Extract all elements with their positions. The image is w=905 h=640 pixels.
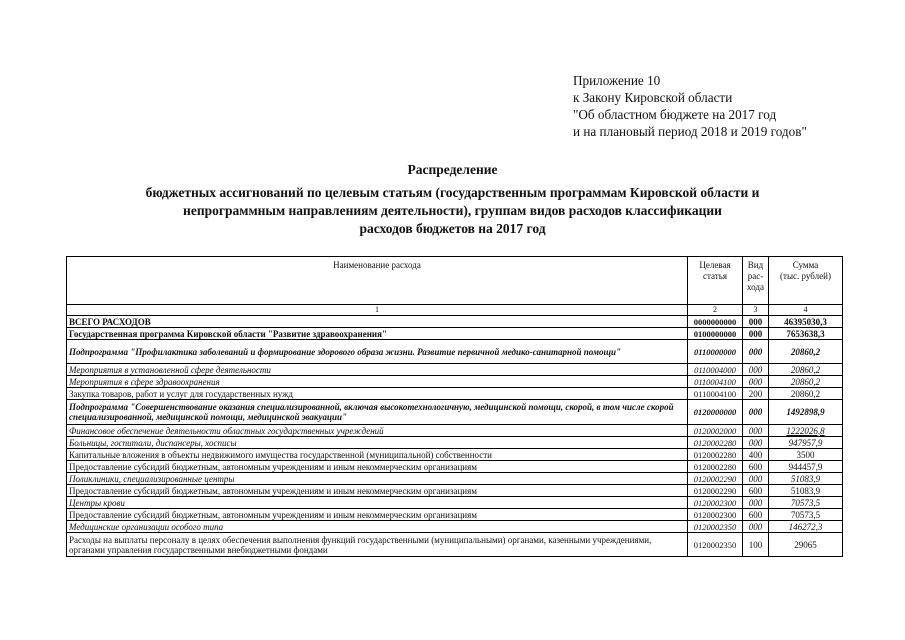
row-code: 0120002300 bbox=[688, 497, 743, 509]
row-kind: 600 bbox=[743, 509, 769, 521]
row-sum: 51083,9 bbox=[769, 485, 843, 497]
table-row bbox=[67, 485, 843, 497]
row-name: Больницы, госпитали, диспансеры, хосписы bbox=[67, 437, 688, 449]
table-row bbox=[67, 376, 843, 388]
row-code: 0120002000 bbox=[688, 425, 743, 437]
appendix-line-1: Приложение 10 bbox=[573, 73, 661, 88]
column-number: 4 bbox=[769, 305, 843, 316]
appendix-line-2: к Закону Кировской области bbox=[573, 90, 733, 105]
row-sum: 46395030,3 bbox=[769, 316, 843, 328]
table-row bbox=[67, 364, 843, 376]
row-name: ВСЕГО РАСХОДОВ bbox=[67, 316, 688, 328]
row-kind: 000 bbox=[743, 497, 769, 509]
row-sum: 51083,9 bbox=[769, 473, 843, 485]
table-header-row bbox=[67, 257, 843, 305]
table-row bbox=[67, 425, 843, 437]
table-row bbox=[67, 316, 843, 328]
row-code: 0120002290 bbox=[688, 473, 743, 485]
table-row bbox=[67, 521, 843, 533]
row-code: 0000000000 bbox=[688, 316, 743, 328]
row-name: Поликлиники, специализированные центры bbox=[67, 473, 688, 485]
row-code: 0100000000 bbox=[688, 328, 743, 340]
row-kind: 200 bbox=[743, 388, 769, 400]
row-name: Предоставление субсидий бюджетным, автономным учреждениям и иным некоммерческим организациям bbox=[67, 485, 688, 497]
budget-table bbox=[66, 256, 843, 557]
row-name: Государственная программа Кировской области "Развитие здравоохранения" bbox=[67, 328, 688, 340]
row-name: Предоставление субсидий бюджетным, автономным учреждениям и иным некоммерческим организациям bbox=[67, 509, 688, 521]
table-row bbox=[67, 461, 843, 473]
row-code: 0110004100 bbox=[688, 388, 743, 400]
table-row bbox=[67, 509, 843, 521]
row-name: Финансовое обеспечение деятельности областных государственных учреждений bbox=[67, 425, 688, 437]
row-kind: 000 bbox=[743, 400, 769, 425]
row-kind: 000 bbox=[743, 473, 769, 485]
row-code: 0110004100 bbox=[688, 376, 743, 388]
header-kind-line-3: хода bbox=[747, 282, 764, 292]
header-code-line-2: статья bbox=[703, 271, 727, 281]
header-code bbox=[688, 257, 743, 305]
row-kind: 000 bbox=[743, 376, 769, 388]
row-sum: 29065 bbox=[769, 533, 843, 557]
table-row bbox=[67, 449, 843, 461]
column-number-row bbox=[67, 305, 843, 316]
document-subtitle-line-3: расходов бюджетов на 2017 год bbox=[359, 221, 546, 236]
row-name: Медицинские организации особого типа bbox=[67, 521, 688, 533]
row-kind: 000 bbox=[743, 425, 769, 437]
row-code: 0120002350 bbox=[688, 521, 743, 533]
row-sum: 20860,2 bbox=[769, 364, 843, 376]
row-sum: 70573,5 bbox=[769, 497, 843, 509]
row-code: 0120002280 bbox=[688, 449, 743, 461]
appendix-line-4: и на плановый период 2018 и 2019 годов" bbox=[573, 124, 807, 139]
row-name: Предоставление субсидий бюджетным, автономным учреждениям и иным некоммерческим организациям bbox=[67, 461, 688, 473]
row-sum: 3500 bbox=[769, 449, 843, 461]
row-name: Расходы на выплаты персоналу в целях обеспечения выполнения функций государственными (муниципальными) органами, казенными учреждениями, органами управления государственными внебюджетными фондами bbox=[67, 533, 688, 557]
row-name: Капитальные вложения в объекты недвижимого имущества государственной (муниципальной) собственности bbox=[67, 449, 688, 461]
appendix-line-3: "Об областном бюджете на 2017 год bbox=[573, 107, 777, 122]
row-kind: 100 bbox=[743, 533, 769, 557]
table-row bbox=[67, 340, 843, 364]
row-sum: 1222026,8 bbox=[769, 425, 843, 437]
row-code: 0110004000 bbox=[688, 364, 743, 376]
row-kind: 000 bbox=[743, 437, 769, 449]
table-row bbox=[67, 473, 843, 485]
header-sum-line-2: (тыс. рублей) bbox=[780, 271, 831, 281]
row-sum: 20860,2 bbox=[769, 388, 843, 400]
table-row bbox=[67, 400, 843, 425]
row-code: 0120002280 bbox=[688, 437, 743, 449]
row-code: 0120002290 bbox=[688, 485, 743, 497]
header-kind-line-1: Вид bbox=[747, 260, 764, 270]
column-number: 3 bbox=[743, 305, 769, 316]
header-kind-line-2: рас- bbox=[747, 271, 764, 281]
row-kind: 000 bbox=[743, 521, 769, 533]
row-sum: 1492898,9 bbox=[769, 400, 843, 425]
document-subtitle-line-1: бюджетных ассигнований по целевым статьям (государственным программам Кировской области и bbox=[145, 185, 760, 200]
row-code: 0120002280 bbox=[688, 461, 743, 473]
row-name: Мероприятия в установленной сфере деятельности bbox=[67, 364, 688, 376]
row-kind: 000 bbox=[743, 328, 769, 340]
row-name: Подпрограмма "Совершенствование оказания специализированной, включая высокотехнологичную, медицинской помощи, скорой, в том числе скорой специализированной, медицинской помощи, медицинской эвакуации" bbox=[67, 400, 688, 425]
column-number: 2 bbox=[688, 305, 743, 316]
row-sum: 7653638,3 bbox=[769, 328, 843, 340]
table-row bbox=[67, 388, 843, 400]
appendix-block bbox=[573, 72, 807, 140]
row-sum: 146272,3 bbox=[769, 521, 843, 533]
row-code: 0120002300 bbox=[688, 509, 743, 521]
row-code: 0120000000 bbox=[688, 400, 743, 425]
header-kind bbox=[743, 257, 769, 305]
row-kind: 400 bbox=[743, 449, 769, 461]
row-sum: 947957,9 bbox=[769, 437, 843, 449]
row-sum: 70573,5 bbox=[769, 509, 843, 521]
table-row bbox=[67, 533, 843, 557]
table-row bbox=[67, 497, 843, 509]
row-kind: 600 bbox=[743, 461, 769, 473]
header-sum-line-1: Сумма bbox=[792, 260, 819, 270]
row-sum: 20860,2 bbox=[769, 376, 843, 388]
row-sum: 944457,9 bbox=[769, 461, 843, 473]
row-name: Закупка товаров, работ и услуг для государственных нужд bbox=[67, 388, 688, 400]
table-row bbox=[67, 437, 843, 449]
header-sum bbox=[769, 257, 843, 305]
table-row bbox=[67, 328, 843, 340]
header-name: Наименование расхода bbox=[67, 257, 688, 305]
row-kind: 600 bbox=[743, 485, 769, 497]
document-subtitle-line-2: непрограммным направлениям деятельности), группам видов расходов классификации bbox=[183, 203, 722, 218]
row-sum: 20860,2 bbox=[769, 340, 843, 364]
row-kind: 000 bbox=[743, 316, 769, 328]
row-kind: 000 bbox=[743, 364, 769, 376]
column-number: 1 bbox=[67, 305, 688, 316]
document-title: Распределение bbox=[407, 162, 498, 177]
row-name: Центры крови bbox=[67, 497, 688, 509]
row-kind: 000 bbox=[743, 340, 769, 364]
row-code: 0120002350 bbox=[688, 533, 743, 557]
header-code-line-1: Целевая bbox=[699, 260, 731, 270]
row-name: Подпрограмма "Профилактика заболеваний и формирование здорового образа жизни. Развитие первичной медико-санитарной помощи" bbox=[67, 340, 688, 364]
row-name: Мероприятия в сфере здравоохранения bbox=[67, 376, 688, 388]
row-code: 0110000000 bbox=[688, 340, 743, 364]
